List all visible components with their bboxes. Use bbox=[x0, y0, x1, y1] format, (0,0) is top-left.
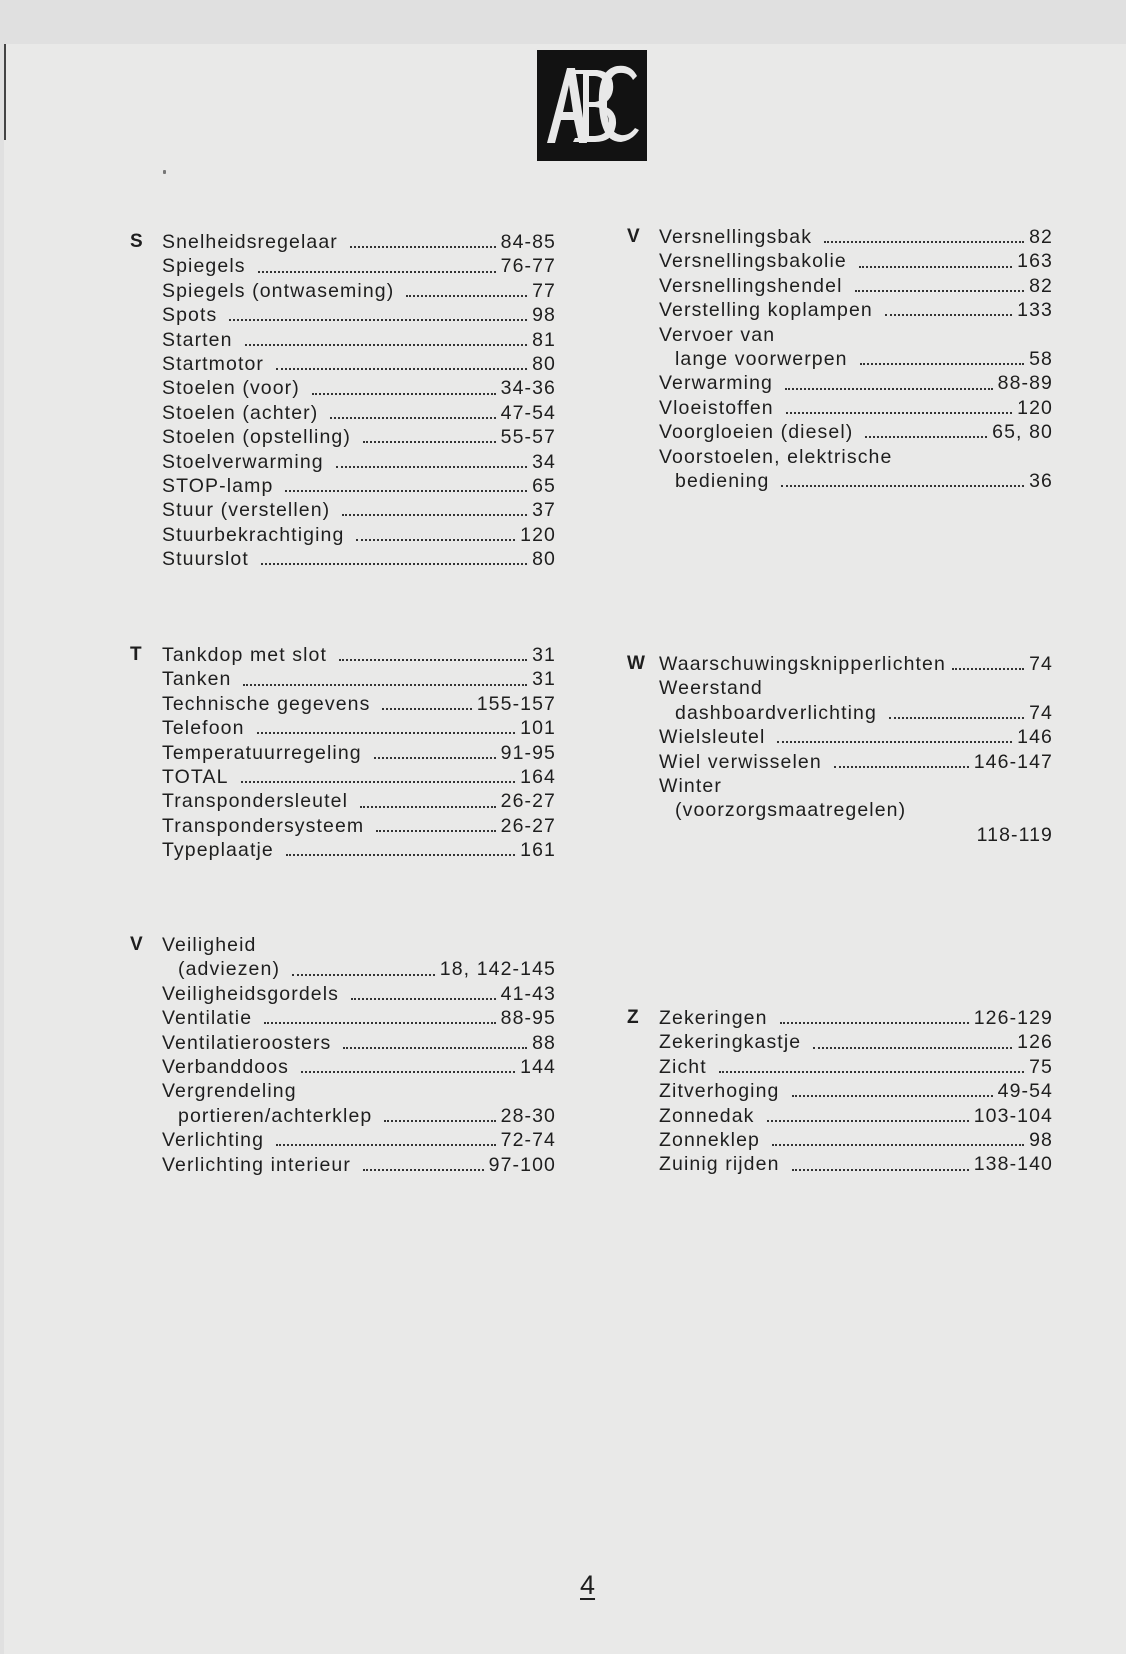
index-entry: Zonnedak 103-104 bbox=[659, 1104, 1053, 1127]
index-entry: Tanken 31 bbox=[162, 668, 556, 691]
index-entry: Transpondersleutel 26-27 bbox=[162, 790, 556, 813]
abc-logo-mark bbox=[537, 50, 647, 161]
index-entry: Stoelen (voor) 34-36 bbox=[162, 377, 556, 400]
index-entry: Zonneklep 98 bbox=[659, 1128, 1053, 1151]
index-entry: Ventilatie 88-95 bbox=[162, 1007, 556, 1030]
section-letter: V bbox=[627, 226, 640, 247]
index-entry: Weerstand bbox=[659, 677, 763, 700]
section-letter: V bbox=[130, 934, 143, 955]
section-letter: S bbox=[130, 231, 143, 252]
index-entry: Stuurslot 80 bbox=[162, 548, 556, 571]
index-entry: Starten 81 bbox=[162, 328, 556, 351]
entry-list bbox=[162, 933, 556, 1177]
entry-list bbox=[659, 652, 1053, 847]
index-entry: Verwarming 88-89 bbox=[659, 372, 1053, 395]
entry-list bbox=[659, 225, 1053, 493]
index-entry: Telefoon 101 bbox=[162, 717, 556, 740]
section-letter: T bbox=[130, 644, 142, 665]
entry-list bbox=[162, 643, 556, 863]
index-entry: Zuinig rijden 138-140 bbox=[659, 1153, 1053, 1176]
index-entry: Winter bbox=[659, 774, 722, 797]
index-entry: Stoelen (opstelling) 55-57 bbox=[162, 426, 556, 449]
index-entry: Spiegels (ontwaseming) 77 bbox=[162, 279, 556, 302]
index-entry: Spots 98 bbox=[162, 304, 556, 327]
index-entry: Voorstoelen, elektrische bbox=[659, 445, 893, 468]
index-entry: Stoelverwarming 34 bbox=[162, 450, 556, 473]
index-entry: Verbanddoos 144 bbox=[162, 1055, 556, 1078]
index-entry: lange voorwerpen 58 bbox=[675, 347, 1053, 370]
index-entry: Zitverhoging 49-54 bbox=[659, 1080, 1053, 1103]
index-entry: (voorzorgsmaatregelen) bbox=[675, 799, 907, 822]
index-entry: Verstelling koplampen 133 bbox=[659, 299, 1053, 322]
index-entry: Tankdop met slot 31 bbox=[162, 644, 556, 666]
index-entry: Vloeistoffen 120 bbox=[659, 396, 1053, 419]
page-number: 4 bbox=[580, 1570, 596, 1600]
index-entry: Technische gegevens 155-157 bbox=[162, 692, 556, 715]
index-entry: Vervoer van bbox=[659, 323, 776, 346]
index-entry: TOTAL 164 bbox=[162, 765, 556, 788]
index-entry: Startmotor 80 bbox=[162, 352, 556, 375]
index-entry: portieren/achterklep 28-30 bbox=[178, 1104, 556, 1127]
index-entry: Verlichting 72-74 bbox=[162, 1129, 556, 1152]
entry-list bbox=[659, 1006, 1053, 1177]
index-entry: Stuurbekrachtiging 120 bbox=[162, 523, 556, 546]
index-entry: Vergrendeling bbox=[162, 1080, 297, 1103]
entry-list bbox=[162, 230, 556, 571]
index-entry: Versnellingsbak 82 bbox=[659, 226, 1053, 248]
index-entry: dashboardverlichting 74 bbox=[675, 701, 1053, 724]
index-entry: STOP-lamp 65 bbox=[162, 474, 556, 497]
index-entry: Stoelen (achter) 47-54 bbox=[162, 401, 556, 424]
section-letter: Z bbox=[627, 1007, 639, 1028]
index-entry: Stuur (verstellen) 37 bbox=[162, 499, 556, 522]
abc-logo bbox=[537, 50, 647, 161]
index-entry: Wielsleutel 146 bbox=[659, 726, 1053, 749]
index-entry: Ventilatieroosters 88 bbox=[162, 1031, 556, 1054]
index-entry: bediening 36 bbox=[675, 469, 1053, 492]
index-entry: Versnellingshendel 82 bbox=[659, 274, 1053, 297]
index-entry: Typeplaatje 161 bbox=[162, 839, 556, 862]
index-entry: Zicht 75 bbox=[659, 1055, 1053, 1078]
index-entry: Versnellingsbakolie 163 bbox=[659, 250, 1053, 273]
print-speck bbox=[163, 170, 166, 174]
index-entry: Wiel verwisselen 146-147 bbox=[659, 750, 1053, 773]
index-entry: (adviezen) 18, 142-145 bbox=[178, 958, 556, 981]
index-entry: Snelheidsregelaar 84-85 bbox=[162, 231, 556, 253]
index-entry: Zekeringen 126-129 bbox=[659, 1007, 1053, 1029]
index-entry: Verlichting interieur 97-100 bbox=[162, 1153, 556, 1176]
index-entry: Waarschuwingsknipperlichten 74 bbox=[659, 653, 1053, 675]
index-entry: Temperatuurregeling 91-95 bbox=[162, 741, 556, 764]
index-entry: 118-119 bbox=[976, 823, 1053, 846]
index-entry: Veiligheid bbox=[162, 934, 257, 956]
edge-rule bbox=[4, 44, 6, 140]
index-entry: Spiegels 76-77 bbox=[162, 255, 556, 278]
index-entry: Zekeringkastje 126 bbox=[659, 1031, 1053, 1054]
index-entry: Voorgloeien (diesel) 65, 80 bbox=[659, 421, 1053, 444]
index-entry: Veiligheidsgordels 41-43 bbox=[162, 982, 556, 1005]
index-entry: Transpondersysteem 26-27 bbox=[162, 814, 556, 837]
section-letter: W bbox=[627, 653, 645, 674]
